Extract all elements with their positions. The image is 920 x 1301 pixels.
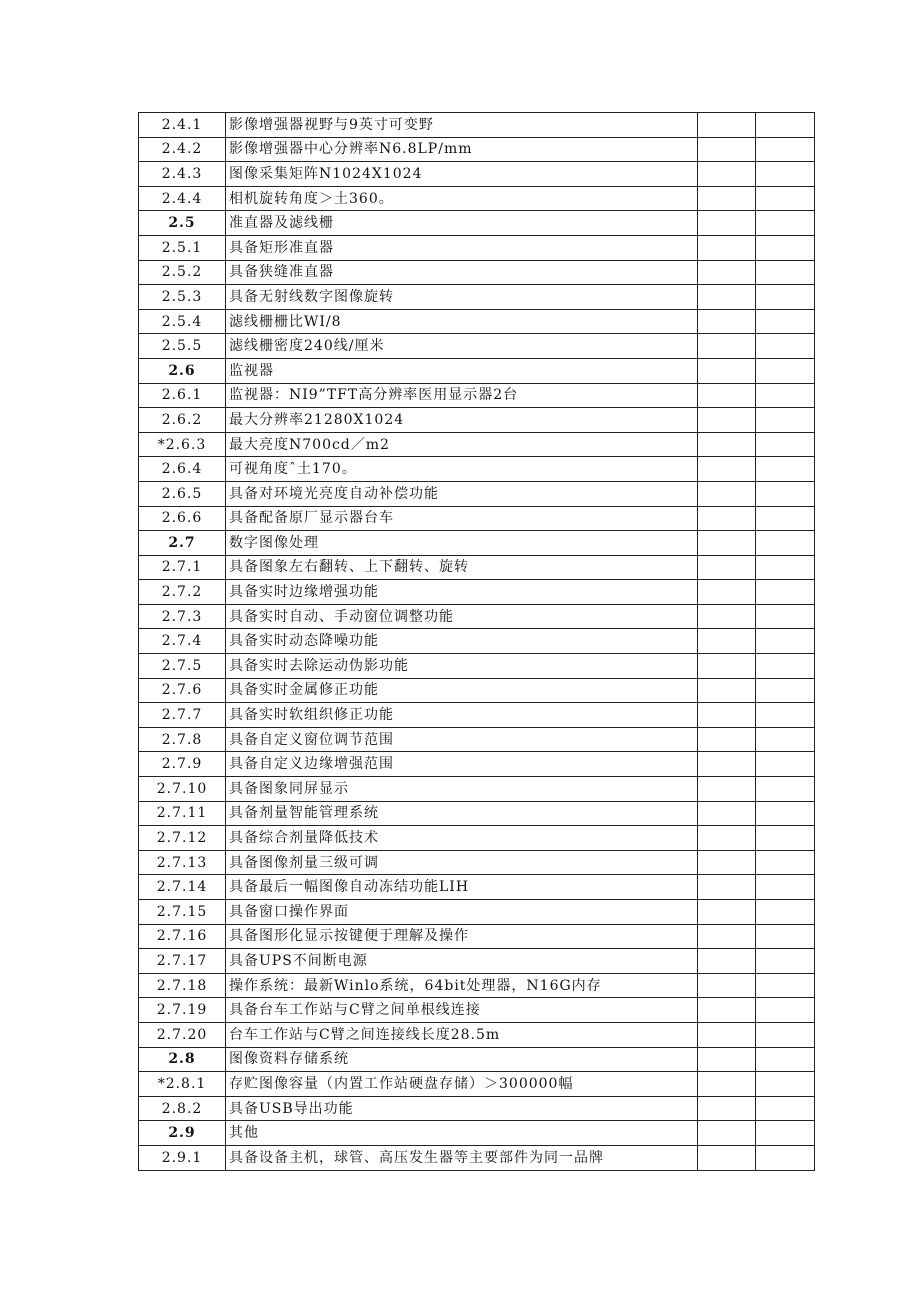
blank-cell [756, 186, 815, 211]
blank-cell [756, 998, 815, 1023]
spec-table-body [139, 113, 815, 1171]
blank-cell [698, 334, 756, 359]
item-description: 具备实时边缘增强功能 [226, 580, 698, 605]
blank-cell [756, 826, 815, 851]
blank-cell [698, 211, 756, 236]
item-description: 其他 [226, 1121, 698, 1146]
table-row [139, 703, 815, 728]
blank-cell [756, 1072, 815, 1097]
item-number: 2.6.4 [139, 457, 226, 482]
item-description: 滤线栅密度240线/厘米 [226, 334, 698, 359]
blank-cell [756, 162, 815, 187]
item-number: 2.6.6 [139, 506, 226, 531]
table-row [139, 235, 815, 260]
blank-cell [698, 555, 756, 580]
blank-cell [698, 801, 756, 826]
table-row [139, 580, 815, 605]
table-row [139, 457, 815, 482]
item-number: 2.7.18 [139, 973, 226, 998]
item-number: 2.8 [139, 1047, 226, 1072]
item-number: 2.7.15 [139, 900, 226, 925]
item-number: 2.6.5 [139, 481, 226, 506]
table-row [139, 850, 815, 875]
blank-cell [698, 235, 756, 260]
item-number: 2.5.2 [139, 260, 226, 285]
item-description: 最大分辨率21280X1024 [226, 408, 698, 433]
item-description: 具备实时金属修正功能 [226, 678, 698, 703]
table-row [139, 998, 815, 1023]
blank-cell [698, 629, 756, 654]
item-number: 2.7.5 [139, 654, 226, 679]
item-number: *2.6.3 [139, 432, 226, 457]
table-row [139, 875, 815, 900]
item-number: 2.5.5 [139, 334, 226, 359]
item-description: 相机旋转角度＞土360。 [226, 186, 698, 211]
blank-cell [756, 211, 815, 236]
item-description: 具备对环境光亮度自动补偿功能 [226, 481, 698, 506]
blank-cell [756, 383, 815, 408]
item-description: 具备USB导出功能 [226, 1096, 698, 1121]
blank-cell [756, 1121, 815, 1146]
blank-cell [756, 531, 815, 556]
blank-cell [698, 949, 756, 974]
blank-cell [698, 654, 756, 679]
item-number: 2.7.12 [139, 826, 226, 851]
blank-cell [698, 162, 756, 187]
blank-cell [756, 260, 815, 285]
item-description: 台车工作站与C臂之间连接线长度28.5m [226, 1022, 698, 1047]
table-row [139, 137, 815, 162]
item-description: 具备图象左右翻转、上下翻转、旋转 [226, 555, 698, 580]
table-row [139, 752, 815, 777]
blank-cell [756, 703, 815, 728]
item-number: 2.7.16 [139, 924, 226, 949]
blank-cell [756, 727, 815, 752]
table-row [139, 924, 815, 949]
blank-cell [698, 924, 756, 949]
table-row [139, 1072, 815, 1097]
blank-cell [756, 358, 815, 383]
blank-cell [698, 703, 756, 728]
item-description: 监视器：NI9”TFT高分辨率医用显示器2台 [226, 383, 698, 408]
blank-cell [698, 678, 756, 703]
blank-cell [756, 580, 815, 605]
table-row [139, 555, 815, 580]
item-number: 2.6.1 [139, 383, 226, 408]
blank-cell [698, 531, 756, 556]
item-description: 影像增强器视野与9英寸可变野 [226, 113, 698, 138]
table-row [139, 162, 815, 187]
blank-cell [698, 1121, 756, 1146]
blank-cell [698, 137, 756, 162]
blank-cell [698, 457, 756, 482]
table-row [139, 1022, 815, 1047]
blank-cell [756, 555, 815, 580]
table-row [139, 506, 815, 531]
item-number: 2.7 [139, 531, 226, 556]
blank-cell [698, 1096, 756, 1121]
table-row [139, 1096, 815, 1121]
blank-cell [756, 875, 815, 900]
section-row [139, 1121, 815, 1146]
item-description: 具备最后一幅图像自动冻结功能LIH [226, 875, 698, 900]
blank-cell [698, 727, 756, 752]
blank-cell [698, 1022, 756, 1047]
table-row [139, 654, 815, 679]
item-number: 2.9 [139, 1121, 226, 1146]
item-number: 2.5.4 [139, 309, 226, 334]
blank-cell [698, 875, 756, 900]
item-description: 图像资料存储系统 [226, 1047, 698, 1072]
item-description: 具备图形化显示按键便于理解及操作 [226, 924, 698, 949]
table-row [139, 260, 815, 285]
blank-cell [756, 1096, 815, 1121]
blank-cell [756, 924, 815, 949]
item-number: 2.5.3 [139, 285, 226, 310]
blank-cell [698, 260, 756, 285]
table-row [139, 973, 815, 998]
item-description: 具备狭缝准直器 [226, 260, 698, 285]
blank-cell [756, 949, 815, 974]
item-description: 具备实时软组织修正功能 [226, 703, 698, 728]
blank-cell [756, 629, 815, 654]
table-row [139, 801, 815, 826]
blank-cell [756, 900, 815, 925]
blank-cell [756, 432, 815, 457]
table-row [139, 604, 815, 629]
blank-cell [756, 1047, 815, 1072]
item-description: 具备图象同屏显示 [226, 777, 698, 802]
item-description: 具备实时自动、手动窗位调整功能 [226, 604, 698, 629]
blank-cell [756, 1022, 815, 1047]
item-number: 2.4.4 [139, 186, 226, 211]
blank-cell [756, 408, 815, 433]
table-row [139, 949, 815, 974]
item-number: 2.4.2 [139, 137, 226, 162]
item-number: 2.7.6 [139, 678, 226, 703]
item-number: 2.7.19 [139, 998, 226, 1023]
blank-cell [698, 383, 756, 408]
item-description: 影像增强器中心分辨率N6.8LP/mm [226, 137, 698, 162]
item-number: 2.7.10 [139, 777, 226, 802]
item-number: 2.5 [139, 211, 226, 236]
blank-cell [698, 826, 756, 851]
blank-cell [756, 309, 815, 334]
item-number: 2.7.17 [139, 949, 226, 974]
item-description: 具备设备主机，球管、高压发生器等主要部件为同一品牌 [226, 1145, 698, 1170]
blank-cell [756, 1145, 815, 1170]
blank-cell [756, 752, 815, 777]
item-description: 监视器 [226, 358, 698, 383]
table-row [139, 432, 815, 457]
blank-cell [698, 1145, 756, 1170]
blank-cell [698, 900, 756, 925]
item-number: 2.7.9 [139, 752, 226, 777]
blank-cell [698, 777, 756, 802]
blank-cell [698, 113, 756, 138]
item-description: 具备自定义窗位调节范围 [226, 727, 698, 752]
blank-cell [756, 334, 815, 359]
blank-cell [698, 309, 756, 334]
blank-cell [756, 137, 815, 162]
item-description: 具备窗口操作界面 [226, 900, 698, 925]
item-number: 2.7.4 [139, 629, 226, 654]
item-number: 2.7.1 [139, 555, 226, 580]
item-number: 2.9.1 [139, 1145, 226, 1170]
table-row [139, 900, 815, 925]
item-description: 具备矩形准直器 [226, 235, 698, 260]
blank-cell [756, 285, 815, 310]
blank-cell [756, 678, 815, 703]
blank-cell [698, 408, 756, 433]
blank-cell [698, 580, 756, 605]
blank-cell [756, 457, 815, 482]
item-description: 具备实时去除运动伪影功能 [226, 654, 698, 679]
item-number: 2.4.3 [139, 162, 226, 187]
item-description: 具备图像剂量三级可调 [226, 850, 698, 875]
blank-cell [698, 1072, 756, 1097]
table-row [139, 334, 815, 359]
blank-cell [698, 850, 756, 875]
table-row [139, 113, 815, 138]
item-number: 2.7.13 [139, 850, 226, 875]
item-number: 2.7.2 [139, 580, 226, 605]
item-description: 具备配备原厂显示器台车 [226, 506, 698, 531]
section-row [139, 358, 815, 383]
blank-cell [756, 973, 815, 998]
item-number: 2.6.2 [139, 408, 226, 433]
item-number: 2.7.20 [139, 1022, 226, 1047]
blank-cell [756, 850, 815, 875]
item-description: 准直器及滤线栅 [226, 211, 698, 236]
table-row [139, 777, 815, 802]
item-number: 2.7.14 [139, 875, 226, 900]
item-number: 2.4.1 [139, 113, 226, 138]
blank-cell [756, 777, 815, 802]
blank-cell [698, 604, 756, 629]
blank-cell [756, 235, 815, 260]
blank-cell [698, 973, 756, 998]
table-row [139, 383, 815, 408]
table-row [139, 678, 815, 703]
blank-cell [698, 432, 756, 457]
table-row [139, 727, 815, 752]
item-description: 最大亮度N700cd／m2 [226, 432, 698, 457]
item-description: 具备实时动态降噪功能 [226, 629, 698, 654]
item-description: 具备综合剂量降低技术 [226, 826, 698, 851]
item-description: 操作系统：最新Winlo系统，64bit处理器，N16G内存 [226, 973, 698, 998]
section-row [139, 531, 815, 556]
table-row [139, 481, 815, 506]
item-number: 2.7.3 [139, 604, 226, 629]
item-number: 2.8.2 [139, 1096, 226, 1121]
blank-cell [698, 481, 756, 506]
blank-cell [698, 506, 756, 531]
blank-cell [756, 481, 815, 506]
item-number: 2.6 [139, 358, 226, 383]
item-description: 具备自定义边缘增强范围 [226, 752, 698, 777]
item-number: 2.7.11 [139, 801, 226, 826]
item-number: *2.8.1 [139, 1072, 226, 1097]
item-description: 滤线栅栅比WI/8 [226, 309, 698, 334]
blank-cell [756, 506, 815, 531]
item-description: 具备UPS不间断电源 [226, 949, 698, 974]
spec-table [138, 112, 815, 1171]
blank-cell [698, 285, 756, 310]
table-row [139, 309, 815, 334]
item-description: 数字图像处理 [226, 531, 698, 556]
table-row [139, 285, 815, 310]
item-number: 2.7.8 [139, 727, 226, 752]
blank-cell [698, 358, 756, 383]
table-row [139, 826, 815, 851]
blank-cell [698, 752, 756, 777]
blank-cell [698, 1047, 756, 1072]
table-row [139, 1145, 815, 1170]
item-description: 图像采集矩阵N1024X1024 [226, 162, 698, 187]
blank-cell [756, 801, 815, 826]
blank-cell [756, 604, 815, 629]
table-row [139, 629, 815, 654]
blank-cell [698, 998, 756, 1023]
blank-cell [756, 654, 815, 679]
item-description: 具备台车工作站与C臂之间单根线连接 [226, 998, 698, 1023]
blank-cell [756, 113, 815, 138]
item-description: 可视角度ˆ土170。 [226, 457, 698, 482]
table-row [139, 186, 815, 211]
blank-cell [698, 186, 756, 211]
item-description: 具备剂量智能管理系统 [226, 801, 698, 826]
item-number: 2.5.1 [139, 235, 226, 260]
table-row [139, 408, 815, 433]
section-row [139, 211, 815, 236]
item-number: 2.7.7 [139, 703, 226, 728]
item-description: 具备无射线数字图像旋转 [226, 285, 698, 310]
item-description: 存贮图像容量（内置工作站硬盘存储）＞300000幅 [226, 1072, 698, 1097]
section-row [139, 1047, 815, 1072]
